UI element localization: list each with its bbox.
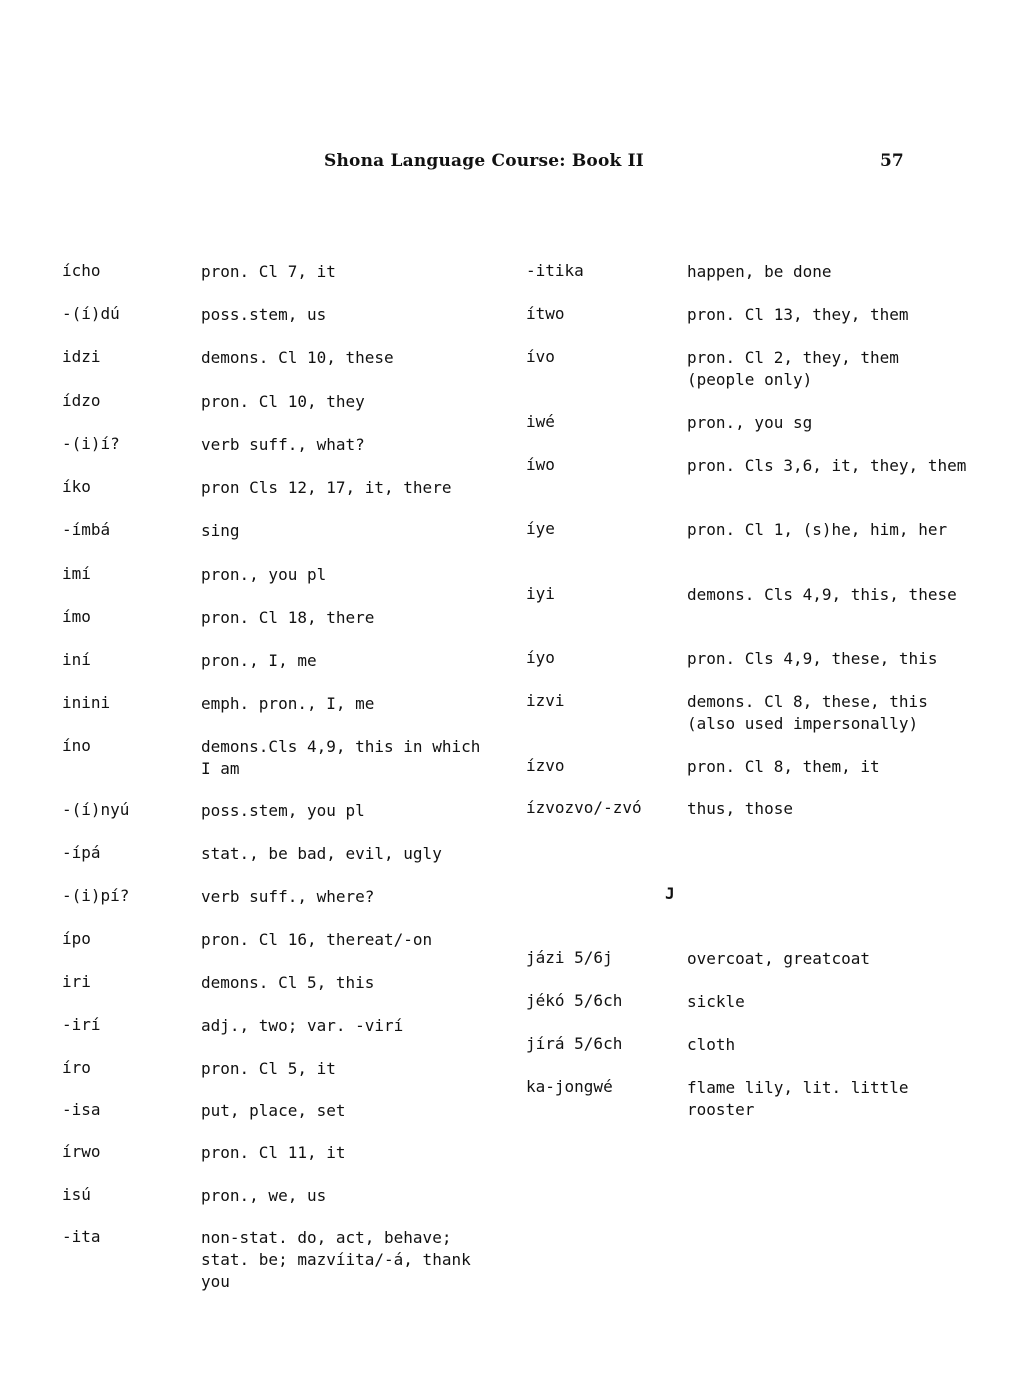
headword: -(i)pí?: [62, 886, 130, 905]
gloss: pron Cls 12, 17, it, there: [201, 478, 452, 497]
headword: -(í)nyú: [62, 800, 130, 819]
headword: iri: [62, 972, 91, 991]
headword: iní: [62, 650, 91, 669]
gloss: pron. Cl 7, it: [201, 262, 336, 281]
gloss: pron. Cl 5, it: [201, 1059, 336, 1078]
headword: izvi: [526, 691, 565, 710]
gloss: pron. Cl 16, thereat/-on: [201, 930, 433, 949]
gloss: adj., two; var. -virí: [201, 1016, 404, 1035]
headword: iyi: [526, 584, 555, 603]
headword: íno: [62, 736, 91, 755]
headword: írwo: [62, 1142, 101, 1161]
gloss: pron. Cl 13, they, them: [687, 305, 909, 324]
gloss: pron. Cl 10, they: [201, 392, 365, 411]
headword: jírá 5/6ch: [526, 1034, 623, 1053]
headword: jékó 5/6ch: [526, 991, 623, 1010]
headword: jázi 5/6j: [526, 948, 613, 967]
gloss: poss.stem, us: [201, 305, 327, 324]
headword: -itika: [526, 261, 584, 280]
headword: íye: [526, 519, 555, 538]
headword: ízvo: [526, 756, 565, 775]
headword: isú: [62, 1185, 91, 1204]
gloss: demons. Cls 4,9, this, these: [687, 585, 957, 604]
gloss: put, place, set: [201, 1101, 346, 1120]
headword: ítwo: [526, 304, 565, 323]
gloss: demons. Cl 10, these: [201, 348, 394, 367]
headword: íro: [62, 1058, 91, 1077]
headword: -ípá: [62, 843, 101, 862]
gloss: verb suff., where?: [201, 887, 375, 906]
gloss: sickle: [687, 992, 745, 1011]
headword: ídzo: [62, 391, 101, 410]
headword: íwo: [526, 455, 555, 474]
headword: -ímbá: [62, 520, 111, 539]
gloss: pron., you sg: [687, 413, 813, 432]
headword: ípo: [62, 929, 91, 948]
gloss: pron. Cl 18, there: [201, 608, 375, 627]
page-number: 57: [880, 151, 904, 171]
gloss: pron., we, us: [201, 1186, 327, 1205]
page-title: Shona Language Course: Book II: [324, 151, 644, 171]
gloss: pron. Cl 11, it: [201, 1143, 346, 1162]
gloss: pron. Cl 1, (s)he, him, her: [687, 520, 948, 539]
gloss: pron., I, me: [201, 651, 317, 670]
headword: -isa: [62, 1100, 101, 1119]
gloss: verb suff., what?: [201, 435, 365, 454]
headword: inini: [62, 693, 111, 712]
gloss: non-stat. do, act, behave; stat. be; mazvíita/-á, thank you: [201, 1228, 471, 1291]
headword: -irí: [62, 1015, 101, 1034]
gloss: overcoat, greatcoat: [687, 949, 871, 968]
headword: ívo: [526, 347, 555, 366]
headword: ka-jongwé: [526, 1077, 613, 1096]
headword: íko: [62, 477, 91, 496]
gloss: thus, those: [687, 799, 793, 818]
gloss: demons. Cl 8, these, this (also used impersonally): [687, 692, 928, 733]
gloss: pron. Cls 4,9, these, this: [687, 649, 938, 668]
gloss: emph. pron., I, me: [201, 694, 375, 713]
headword: -(i)í?: [62, 434, 120, 453]
section-letter: J: [665, 884, 675, 903]
headword: íyo: [526, 648, 555, 667]
headword: iwé: [526, 412, 555, 431]
page-header: [0, 151, 1021, 175]
gloss: stat., be bad, evil, ugly: [201, 844, 442, 863]
gloss: cloth: [687, 1035, 736, 1054]
headword: -(í)dú: [62, 304, 120, 323]
gloss: happen, be done: [687, 262, 832, 281]
gloss: pron. Cl 8, them, it: [687, 757, 880, 776]
headword: idzi: [62, 347, 101, 366]
headword: ízvozvo/-zvó: [526, 798, 642, 817]
headword: -ita: [62, 1227, 101, 1246]
headword: imí: [62, 564, 91, 583]
gloss: pron., you pl: [201, 565, 327, 584]
headword: ímo: [62, 607, 91, 626]
headword: ícho: [62, 261, 101, 280]
gloss: poss.stem, you pl: [201, 801, 365, 820]
gloss: pron. Cls 3,6, it, they, them: [687, 456, 967, 475]
gloss: sing: [201, 521, 240, 540]
gloss: demons. Cl 5, this: [201, 973, 375, 992]
gloss: demons.Cls 4,9, this in which I am: [201, 737, 481, 778]
gloss: pron. Cl 2, they, them (people only): [687, 348, 899, 389]
gloss: flame lily, lit. little rooster: [687, 1078, 909, 1119]
